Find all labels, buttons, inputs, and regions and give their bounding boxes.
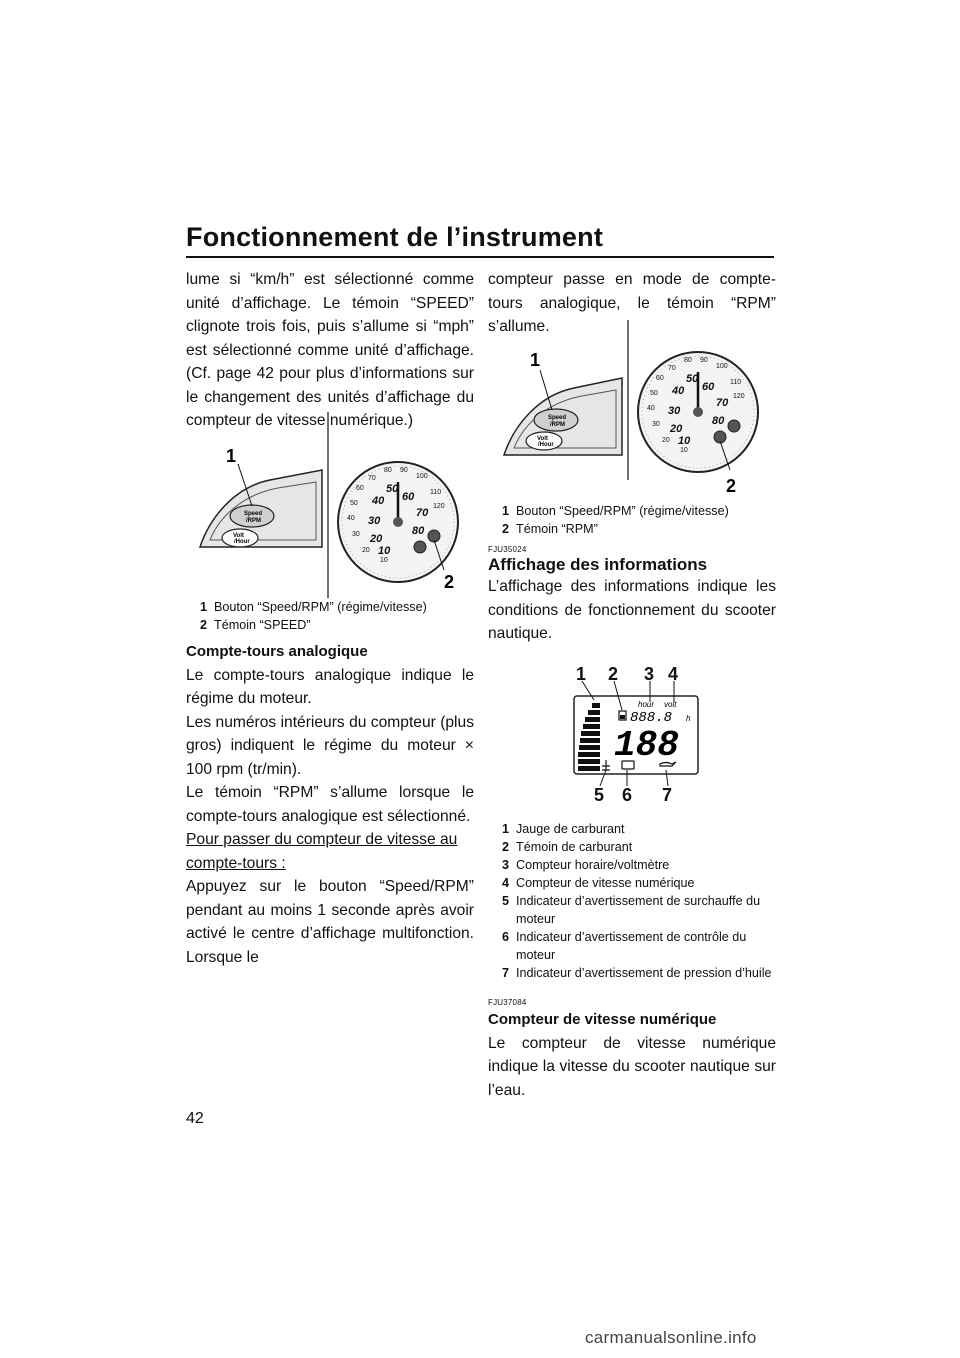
svg-text:110: 110 xyxy=(430,489,442,496)
caption-number: 2 xyxy=(200,618,208,632)
svg-text:10: 10 xyxy=(380,557,388,564)
svg-text:30: 30 xyxy=(668,405,681,417)
svg-text:/Hour: /Hour xyxy=(234,539,250,545)
svg-text:50: 50 xyxy=(386,483,399,495)
svg-text:/RPM: /RPM xyxy=(246,518,261,524)
hour-label: hour xyxy=(638,700,655,709)
svg-text:Speed: Speed xyxy=(548,415,567,421)
label-3: 3 xyxy=(644,664,655,684)
svg-text:120: 120 xyxy=(733,393,745,400)
svg-text:100: 100 xyxy=(716,363,728,370)
caption-text: Indicateur d’avertissement de pression d’huile xyxy=(516,966,772,980)
caption-number: 6 xyxy=(502,930,510,944)
caption-text: Compteur horaire/voltmètre xyxy=(516,858,670,872)
svg-text:30: 30 xyxy=(652,421,660,428)
svg-text:60: 60 xyxy=(356,485,364,492)
svg-text:20: 20 xyxy=(662,437,670,444)
hour-unit: h xyxy=(686,714,691,723)
label-7: 7 xyxy=(662,785,673,805)
svg-text:50: 50 xyxy=(350,500,358,507)
svg-text:60: 60 xyxy=(702,381,715,393)
page-title: Fonctionnement de l’instrument xyxy=(186,222,604,252)
reference-code: FJU35024 xyxy=(488,545,527,554)
svg-text:60: 60 xyxy=(656,375,664,382)
caption-text: Compteur de vitesse numérique xyxy=(516,876,695,890)
svg-text:20: 20 xyxy=(362,547,370,554)
svg-text:Speed: Speed xyxy=(244,511,263,517)
label-4: 4 xyxy=(668,664,679,684)
svg-text:40: 40 xyxy=(672,385,685,397)
section-heading: Compte-tours analogique xyxy=(186,643,368,660)
label-2: 2 xyxy=(608,664,619,684)
svg-text:10: 10 xyxy=(378,545,391,557)
svg-text:70: 70 xyxy=(416,507,429,519)
figure-info-display xyxy=(564,658,714,808)
hour-volt-digits: 888.8 xyxy=(630,710,673,726)
paragraph: L’affichage des informations indique les conditions de fonctionnement du scooter nautique. xyxy=(488,578,776,642)
paragraph: Le compteur de vitesse numérique indique la vitesse du scooter nautique sur l’eau. xyxy=(488,1034,776,1099)
caption-number: 2 xyxy=(502,840,510,854)
left-column xyxy=(186,268,474,433)
left-column-lower xyxy=(186,640,474,969)
callout-2: 2 xyxy=(444,572,455,592)
figure-rpm-gauge xyxy=(494,320,780,502)
callout-2: 2 xyxy=(726,476,737,496)
caption-figure-3 xyxy=(502,820,772,982)
callout-1: 1 xyxy=(530,350,541,370)
label-1: 1 xyxy=(576,664,587,684)
callout-1: 1 xyxy=(226,446,237,466)
caption-text: Jauge de carburant xyxy=(516,822,625,836)
caption-number: 2 xyxy=(502,522,510,536)
svg-text:50: 50 xyxy=(650,390,658,397)
svg-text:80: 80 xyxy=(412,525,425,537)
reference-code: FJU37084 xyxy=(488,998,527,1007)
svg-text:20: 20 xyxy=(370,533,383,545)
paragraph: Le compte-tours analogique indique le régime du moteur. xyxy=(186,666,474,707)
svg-text:90: 90 xyxy=(400,467,408,474)
svg-text:40: 40 xyxy=(372,495,385,507)
watermark: carmanualsonline.info xyxy=(585,1328,757,1347)
svg-text:110: 110 xyxy=(730,379,742,386)
svg-text:/Hour: /Hour xyxy=(538,442,554,448)
caption-number: 1 xyxy=(502,504,510,518)
caption-number: 1 xyxy=(200,600,208,614)
svg-text:80: 80 xyxy=(712,415,725,427)
svg-text:100: 100 xyxy=(416,473,428,480)
caption-text: Témoin “RPM” xyxy=(516,522,598,536)
section-heading: Affichage des informations xyxy=(488,555,708,574)
svg-text:40: 40 xyxy=(347,515,355,522)
volt-label: volt xyxy=(664,700,677,709)
caption-number: 7 xyxy=(502,966,510,980)
caption-text: Bouton “Speed/RPM” (régime/vitesse) xyxy=(516,504,729,518)
svg-text:120: 120 xyxy=(433,503,445,510)
svg-text:70: 70 xyxy=(716,397,729,409)
svg-text:10: 10 xyxy=(680,447,688,454)
svg-text:Volt: Volt xyxy=(233,533,244,539)
right-paragraph-1: compteur passe en mode de compte-tours analogique, le témoin “RPM” s’allume. xyxy=(488,271,776,335)
title-rule xyxy=(186,256,774,258)
svg-text:70: 70 xyxy=(368,475,376,482)
svg-text:40: 40 xyxy=(647,405,655,412)
caption-number: 1 xyxy=(502,822,510,836)
paragraph: Les numéros intérieurs du compteur (plus gros) indiquent le régime du moteur × 100 rpm (tr/min). xyxy=(186,713,474,778)
page-number: 42 xyxy=(186,1110,204,1127)
svg-text:30: 30 xyxy=(368,515,381,527)
right-column-digital-speed xyxy=(488,998,776,1102)
svg-text:/RPM: /RPM xyxy=(550,422,565,428)
paragraph: Appuyez sur le bouton “Speed/RPM” pendant au moins 1 seconde après avoir activé le centre d’affichage multifonction. Lorsque le xyxy=(186,878,474,966)
speed-digits: 188 xyxy=(614,725,679,766)
right-column-section xyxy=(488,545,776,646)
caption-text: Indicateur d’avertissement de contrôle du moteur xyxy=(516,930,747,962)
label-5: 5 xyxy=(594,785,605,805)
svg-text:60: 60 xyxy=(402,491,415,503)
caption-figure-2 xyxy=(502,502,778,538)
section-heading: Compteur de vitesse numérique xyxy=(488,1011,717,1028)
caption-number: 4 xyxy=(502,876,510,890)
svg-text:10: 10 xyxy=(678,435,691,447)
svg-text:80: 80 xyxy=(384,467,392,474)
svg-text:30: 30 xyxy=(352,531,360,538)
caption-text: Témoin “SPEED” xyxy=(214,618,311,632)
caption-text: Indicateur d’avertissement de surchauffe du moteur xyxy=(516,894,761,926)
figure-speed-gauge xyxy=(190,412,476,598)
caption-number: 5 xyxy=(502,894,510,908)
caption-text: Témoin de carburant xyxy=(516,840,633,854)
svg-text:80: 80 xyxy=(684,357,692,364)
svg-text:90: 90 xyxy=(700,357,708,364)
paragraph-underlined: Pour passer du compteur de vitesse au compte-tours : xyxy=(186,831,458,872)
svg-text:Volt: Volt xyxy=(537,436,548,442)
caption-number: 3 xyxy=(502,858,510,872)
caption-figure-1 xyxy=(200,598,476,634)
caption-text: Bouton “Speed/RPM” (régime/vitesse) xyxy=(214,600,427,614)
left-paragraph-1: lume si “km/h” est sélectionné comme unité d’affichage. Le témoin “SPEED” clignote trois fois, puis s’allume si “mph” est sélectionné comme unité d’affichage. (Cf. page 42 pour plus d’informations sur le changement des unités d’affichage du compteur de vitesse numérique.) xyxy=(186,271,474,429)
svg-text:50: 50 xyxy=(686,373,699,385)
paragraph: Le témoin “RPM” s’allume lorsque le compte-tours analogique est sélectionné. xyxy=(186,784,474,825)
svg-text:20: 20 xyxy=(670,423,683,435)
label-6: 6 xyxy=(622,785,633,805)
svg-text:70: 70 xyxy=(668,365,676,372)
